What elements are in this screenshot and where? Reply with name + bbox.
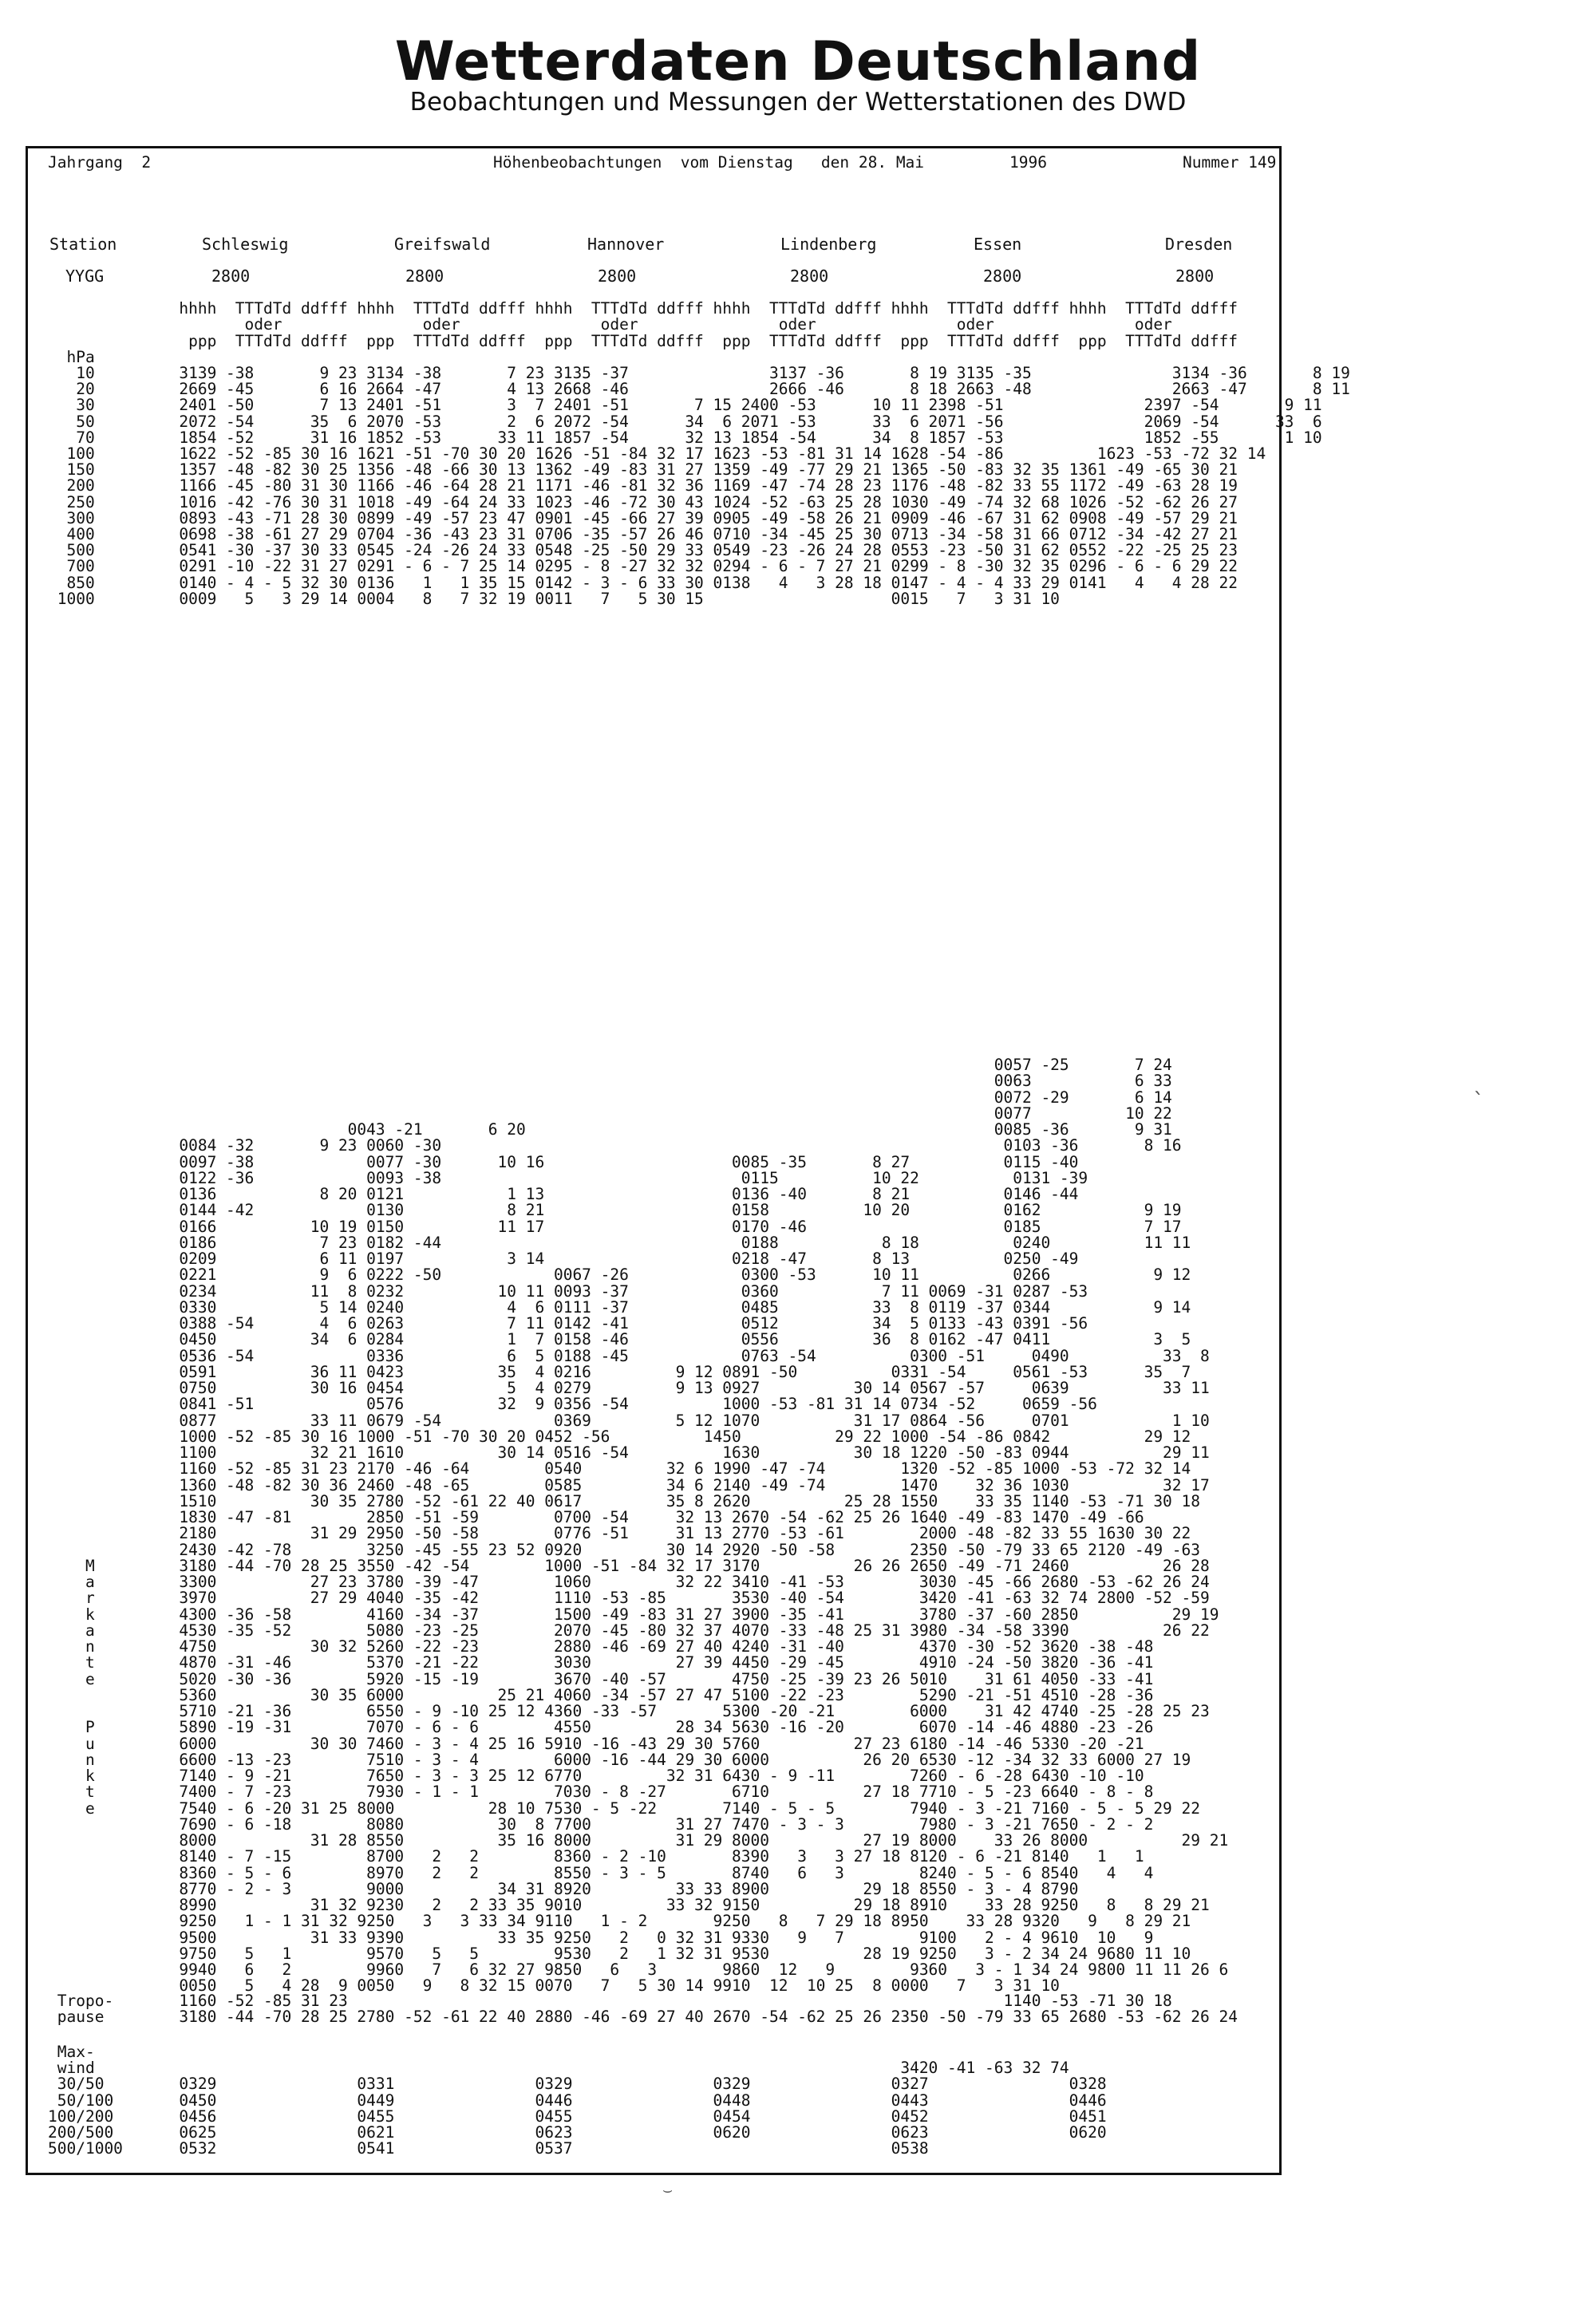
significant-point-row: e 7540 - 6 -20 31 25 8000 28 10 7530 - 5 -22 7140 - 5 - 5 7940 - 3 -21 7160 - 5 - 5 29 22 xyxy=(48,1799,1201,1818)
significant-point-row: 9940 6 2 9960 7 6 32 27 9850 6 3 9860 12 9 9360 3 - 1 34 24 9800 11 11 26 6 xyxy=(48,1960,1229,1979)
significant-point-row: u 6000 30 30 7460 - 3 - 4 25 16 5910 -16 -43 29 30 5760 27 23 6180 -14 -46 5330 -20 -21 xyxy=(48,1734,1144,1753)
standard-level-row: 10 3139 -38 9 23 3134 -38 7 23 3135 -37 3137 -36 8 19 3135 -35 3134 -36 8 19 xyxy=(48,364,1350,382)
station-label: Station xyxy=(49,235,117,254)
tropopause-row: Tropo- 1160 -52 -85 31 23 1140 -53 -71 30 18 xyxy=(48,1992,1172,2010)
significant-point-row: 1830 -47 -81 2850 -51 -59 0700 -54 32 13 2670 -54 -62 25 26 1640 -49 -83 1470 -49 -66 xyxy=(48,1508,1144,1526)
significant-point-row: 1360 -48 -82 30 36 2460 -48 -65 0585 34 6 2140 -49 -74 1470 32 36 1030 32 17 xyxy=(48,1475,1210,1494)
significant-point-row: 0097 -38 0077 -30 10 16 0085 -35 8 27 0115 -40 xyxy=(48,1152,1079,1171)
max-wind-row: 100/200 0456 0455 0455 0454 0452 0451 xyxy=(48,2106,1107,2126)
significant-point-row: 7690 - 6 -18 8080 30 8 7700 31 27 7470 - 3 - 3 7980 - 3 -21 7650 - 2 - 2 xyxy=(48,1814,1154,1834)
column-header-hpa: hPa xyxy=(48,348,95,366)
significant-point-row: k 7140 - 9 -21 7650 - 3 - 3 25 12 6770 32 31 6430 - 9 -11 7260 - 6 -28 6430 -10 -10 xyxy=(48,1767,1144,1785)
jahrgang-label: Jahrgang 2 xyxy=(48,153,152,172)
column-header-line-3: ppp TTTdTd ddfff ppp TTTdTd ddfff ppp TTTdTd ddfff ppp TTTdTd ddfff ppp TTTdTd ddfff ppp TTTdTd ddfff xyxy=(48,332,1238,350)
report-number: Nummer 149 xyxy=(1183,153,1277,172)
yygg-greifswald: 2800 xyxy=(405,267,444,286)
yygg-essen: 2800 xyxy=(983,267,1022,286)
significant-point-row: P 5890 -19 -31 7070 - 6 - 6 4550 28 34 5630 -16 -20 6070 -14 -46 4880 -23 -26 xyxy=(48,1718,1154,1737)
significant-point-row: 0057 -25 7 24 xyxy=(48,1056,1172,1074)
page-title: Wetterdaten Deutschland xyxy=(394,30,1202,93)
station-name-hannover: Hannover xyxy=(587,235,665,254)
standard-level-row: 100 1622 -52 -85 30 16 1621 -51 -70 30 20 1626 -51 -84 32 17 1623 -53 -81 31 14 1628 -54 -86 1623 -53 -72 32 14 xyxy=(48,444,1266,463)
significant-point-row: 2180 31 29 2950 -50 -58 0776 -51 31 13 2770 -53 -61 2000 -48 -82 33 55 1630 30 22 xyxy=(48,1524,1191,1543)
standard-level-row: 400 0698 -38 -61 27 29 0704 -36 -43 23 31 0706 -35 -57 26 46 0710 -34 -45 25 30 0713 -34 -58 31 66 0712 -34 -42 27 21 xyxy=(48,525,1238,543)
significant-point-row: 0144 -42 0130 8 21 0158 10 20 0162 9 19 xyxy=(48,1201,1182,1220)
significant-point-row: 0591 36 11 0423 35 4 0216 9 12 0891 -50 0331 -54 0561 -53 35 7 xyxy=(48,1362,1191,1381)
column-header-line-1: hhhh TTTdTd ddfff hhhh TTTdTd ddfff hhhh TTTdTd ddfff hhhh TTTdTd ddfff hhhh TTTdTd ddfff hhhh TTTdTd ddfff xyxy=(48,299,1238,318)
significant-point-row: 8770 - 2 - 3 9000 34 31 8920 33 33 8900 29 18 8550 - 3 - 4 8790 xyxy=(48,1879,1079,1898)
significant-point-row: 0750 30 16 0454 5 4 0279 9 13 0927 30 14 0567 -57 0639 33 11 xyxy=(48,1379,1210,1397)
significant-point-row: 0186 7 23 0182 -44 0188 8 18 0240 11 11 xyxy=(48,1233,1191,1252)
significant-point-row: 5360 30 35 6000 25 21 4060 -34 -57 27 47 5100 -22 -23 5290 -21 -51 4510 -28 -36 xyxy=(48,1685,1154,1704)
significant-point-row: 0330 5 14 0240 4 6 0111 -37 0485 33 8 0119 -37 0344 9 14 xyxy=(48,1297,1191,1317)
station-name-dresden: Dresden xyxy=(1165,235,1233,254)
standard-level-row: 700 0291 -10 -22 31 27 0291 - 6 - 7 25 14 0295 - 8 -27 32 32 0294 - 6 - 7 27 21 0299 - 8 -30 32 35 0296 - 6 - 6 29 22 xyxy=(48,557,1238,576)
significant-point-row: 0209 6 11 0197 3 14 0218 -47 8 13 0250 -49 xyxy=(48,1250,1079,1268)
significant-point-row: t 7400 - 7 -23 7930 - 1 - 1 7030 - 8 -27 6710 27 18 7710 - 5 -23 6640 - 8 - 8 xyxy=(48,1783,1154,1802)
report-date-label: Höhenbeobachtungen vom Dienstag den 28. Mai xyxy=(493,153,925,172)
significant-point-row: 0536 -54 0336 6 5 0188 -45 0763 -54 0300 -51 0490 33 8 xyxy=(48,1346,1210,1365)
standard-level-row: 20 2669 -45 6 16 2664 -47 4 13 2668 -46 2666 -46 8 18 2663 -48 2663 -47 8 11 xyxy=(48,380,1350,399)
significant-point-row: 1000 -52 -85 30 16 1000 -51 -70 30 20 0452 -56 1450 29 22 1000 -54 -86 0842 29 12 xyxy=(48,1427,1191,1446)
significant-point-row: 9250 1 - 1 31 32 9250 3 3 33 34 9110 1 - 2 9250 8 7 29 18 8950 33 28 9320 9 8 29 21 xyxy=(48,1912,1191,1931)
max-wind-row: 30/50 0329 0331 0329 0329 0327 0328 xyxy=(48,2075,1107,2094)
standard-level-row: 200 1166 -45 -80 31 30 1166 -46 -64 28 21 1171 -46 -81 32 36 1169 -47 -74 28 23 1176 -48 -82 33 55 1172 -49 -63 28 19 xyxy=(48,476,1238,496)
standard-level-row: 250 1016 -42 -76 30 31 1018 -49 -64 24 33 1023 -46 -72 30 43 1024 -52 -63 25 28 1030 -49 -74 32 68 1026 -52 -62 26 27 xyxy=(48,492,1238,511)
significant-point-row: r 3970 27 29 4040 -35 -42 1110 -53 -85 3530 -40 -54 3420 -41 -63 32 74 2800 -52 -59 xyxy=(48,1589,1210,1608)
yygg-label: YYGG xyxy=(65,267,105,286)
significant-point-row: 8990 31 32 9230 2 2 33 35 9010 33 32 9150 29 18 8910 33 28 9250 8 8 29 21 xyxy=(48,1896,1210,1914)
column-header-line-2: oder oder oder oder oder oder xyxy=(48,315,1172,334)
significant-point-row: 0877 33 11 0679 -54 0369 5 12 1070 31 17 0864 -56 0701 1 10 xyxy=(48,1411,1210,1430)
significant-point-row: 0841 -51 0576 32 9 0356 -54 1000 -53 -81 31 14 0734 -52 0659 -56 xyxy=(48,1395,1097,1414)
station-name-schleswig: Schleswig xyxy=(202,235,289,254)
significant-point-row: 0450 34 6 0284 1 7 0158 -46 0556 36 8 0162 -47 0411 3 5 xyxy=(48,1330,1191,1349)
significant-point-row: 0072 -29 6 14 xyxy=(48,1088,1172,1107)
significant-point-row: 9500 31 33 9390 33 35 9250 2 0 32 31 9330 9 7 9100 2 - 4 9610 10 9 xyxy=(48,1928,1154,1947)
standard-level-row: 850 0140 - 4 - 5 32 30 0136 1 1 35 15 0142 - 3 - 6 33 30 0138 4 3 28 18 0147 - 4 - 4 33 29 0141 4 4 28 22 xyxy=(48,573,1238,592)
standard-level-row: 30 2401 -50 7 13 2401 -51 3 7 2401 -51 7 15 2400 -53 10 11 2398 -51 2397 -54 9 11 xyxy=(48,396,1322,415)
page-subtitle: Beobachtungen und Messungen der Wetterstationen des DWD xyxy=(409,88,1187,116)
station-name-lindenberg: Lindenberg xyxy=(780,235,877,254)
max-wind-row: wind 3420 -41 -63 32 74 xyxy=(48,2059,1069,2078)
standard-level-row: 300 0893 -43 -71 28 30 0899 -49 -57 23 47 0901 -45 -66 27 39 0905 -49 -58 26 21 0909 -46 -67 31 62 0908 -49 -57 29 21 xyxy=(48,508,1238,527)
significant-point-row: 0050 5 4 28 9 0050 9 8 32 15 0070 7 5 30 14 9910 12 10 25 8 0000 7 3 31 10 xyxy=(48,1976,1060,1996)
max-wind-row: Max- xyxy=(48,2043,95,2061)
standard-level-row: 1000 0009 5 3 29 14 0004 8 7 32 19 0011 7 5 30 15 0015 7 3 31 10 xyxy=(48,589,1060,608)
standard-level-row: 50 2072 -54 35 6 2070 -53 2 6 2072 -54 34 6 2071 -53 33 6 2071 -56 2069 -54 33 6 xyxy=(48,412,1322,431)
max-wind-row: 200/500 0625 0621 0623 0620 0623 0620 xyxy=(48,2123,1107,2142)
significant-point-row: 8360 - 5 - 6 8970 2 2 8550 - 3 - 5 8740 6 3 8240 - 5 - 6 8540 4 4 xyxy=(48,1863,1154,1882)
significant-point-row: 0388 -54 4 6 0263 7 11 0142 -41 0512 34 5 0133 -43 0391 -56 xyxy=(48,1314,1088,1333)
significant-point-row: 1160 -52 -85 31 23 2170 -46 -64 0540 32 6 1990 -47 -74 1320 -52 -85 1000 -53 -72 32 14 xyxy=(48,1459,1191,1479)
significant-point-row: n 6600 -13 -23 7510 - 3 - 4 6000 -16 -44 29 30 6000 26 20 6530 -12 -34 32 33 6000 27 19 xyxy=(48,1750,1191,1769)
significant-point-row: 9750 5 1 9570 5 5 9530 2 1 32 31 9530 28 19 9250 3 - 2 34 24 9680 11 10 xyxy=(48,1944,1191,1963)
stray-mark: ⌣ xyxy=(662,2180,674,2199)
standard-level-row: 500 0541 -30 -37 30 33 0545 -24 -26 24 33 0548 -25 -50 29 33 0549 -23 -26 24 28 0553 -23 -50 31 62 0552 -22 -25 25 23 xyxy=(48,541,1238,560)
significant-point-row: 8140 - 7 -15 8700 2 2 8360 - 2 -10 8390 3 3 27 18 8120 - 6 -21 8140 1 1 xyxy=(48,1847,1144,1866)
significant-point-row: 0077 10 22 xyxy=(48,1104,1172,1123)
yygg-lindenberg: 2800 xyxy=(790,267,829,286)
report-year: 1996 xyxy=(1009,153,1047,172)
significant-point-row: 1510 30 35 2780 -52 -61 22 40 0617 35 8 2620 25 28 1550 33 35 1140 -53 -71 30 18 xyxy=(48,1491,1201,1510)
significant-point-row: 0221 9 6 0222 -50 0067 -26 0300 -53 10 11 0266 9 12 xyxy=(48,1265,1191,1285)
significant-point-row: 0043 -21 6 20 0085 -36 9 31 xyxy=(48,1120,1172,1139)
significant-point-row: a 4530 -35 -52 5080 -23 -25 2070 -45 -80 32 37 4070 -33 -48 25 31 3980 -34 -58 3390 26 22 xyxy=(48,1621,1210,1640)
significant-point-row: 0234 11 8 0232 10 11 0093 -37 0360 7 11 0069 -31 0287 -53 xyxy=(48,1281,1088,1301)
significant-point-row: t 4870 -31 -46 5370 -21 -22 3030 27 39 4450 -29 -45 4910 -24 -50 3820 -36 -41 xyxy=(48,1653,1154,1672)
significant-point-row: a 3300 27 23 3780 -39 -47 1060 32 22 3410 -41 -53 3030 -45 -66 2680 -53 -62 26 24 xyxy=(48,1573,1210,1591)
significant-point-row: 8000 31 28 8550 35 16 8000 31 29 8000 27 19 8000 33 26 8000 29 21 xyxy=(48,1831,1229,1850)
significant-point-row: M 3180 -44 -70 28 25 3550 -42 -54 1000 -51 -84 32 17 3170 26 26 2650 -49 -71 2460 26 28 xyxy=(48,1556,1210,1575)
significant-point-row: 0084 -32 9 23 0060 -30 0103 -36 8 16 xyxy=(48,1136,1182,1155)
significant-point-row: e 5020 -30 -36 5920 -15 -19 3670 -40 -57 4750 -25 -39 23 26 5010 31 61 4050 -33 -41 xyxy=(48,1669,1154,1688)
significant-point-row: 1100 32 21 1610 30 14 0516 -54 1630 30 18 1220 -50 -83 0944 29 11 xyxy=(48,1443,1210,1462)
stray-mark: ` xyxy=(1472,1089,1485,1113)
station-name-greifswald: Greifswald xyxy=(394,235,491,254)
significant-point-row: 2430 -42 -78 3250 -45 -55 23 52 0920 30 14 2920 -50 -58 2350 -50 -79 33 65 2120 -49 -63 xyxy=(48,1540,1201,1559)
yygg-hannover: 2800 xyxy=(598,267,637,286)
significant-point-row: 0063 6 33 xyxy=(48,1072,1172,1091)
significant-point-row: 0136 8 20 0121 1 13 0136 -40 8 21 0146 -44 xyxy=(48,1185,1079,1203)
standard-level-row: 70 1854 -52 31 16 1852 -53 33 11 1857 -54 32 13 1854 -54 34 8 1857 -53 1852 -55 1 10 xyxy=(48,428,1322,447)
max-wind-row: 500/1000 0532 0541 0537 0538 xyxy=(48,2139,929,2158)
significant-point-row: n 4750 30 32 5260 -22 -23 2880 -46 -69 27 40 4240 -31 -40 4370 -30 -52 3620 -38 -48 xyxy=(48,1637,1154,1656)
significant-point-row: 5710 -21 -36 6550 - 9 -10 25 12 4360 -33 -57 5300 -20 -21 6000 31 42 4740 -25 -28 25 23 xyxy=(48,1702,1210,1720)
station-name-essen: Essen xyxy=(974,235,1022,254)
tropopause-row: pause 3180 -44 -70 28 25 2780 -52 -61 22 40 2880 -46 -69 27 40 2670 -54 -62 25 26 2350 -50 -79 33 65 2680 -53 -62 26 24 xyxy=(48,2008,1238,2027)
standard-level-row: 150 1357 -48 -82 30 25 1356 -48 -66 30 13 1362 -49 -83 31 27 1359 -49 -77 29 21 1365 -50 -83 32 35 1361 -49 -65 30 21 xyxy=(48,460,1238,480)
yygg-dresden: 2800 xyxy=(1175,267,1215,286)
max-wind-row: 50/100 0450 0449 0446 0448 0443 0446 xyxy=(48,2091,1107,2110)
significant-point-row: k 4300 -36 -58 4160 -34 -37 1500 -49 -83 31 27 3900 -35 -41 3780 -37 -60 2850 29 19 xyxy=(48,1605,1219,1624)
yygg-schleswig: 2800 xyxy=(211,267,251,286)
significant-point-row: 0166 10 19 0150 11 17 0170 -46 0185 7 17 xyxy=(48,1217,1182,1236)
significant-point-row: 0122 -36 0093 -38 0115 10 22 0131 -39 xyxy=(48,1168,1088,1187)
